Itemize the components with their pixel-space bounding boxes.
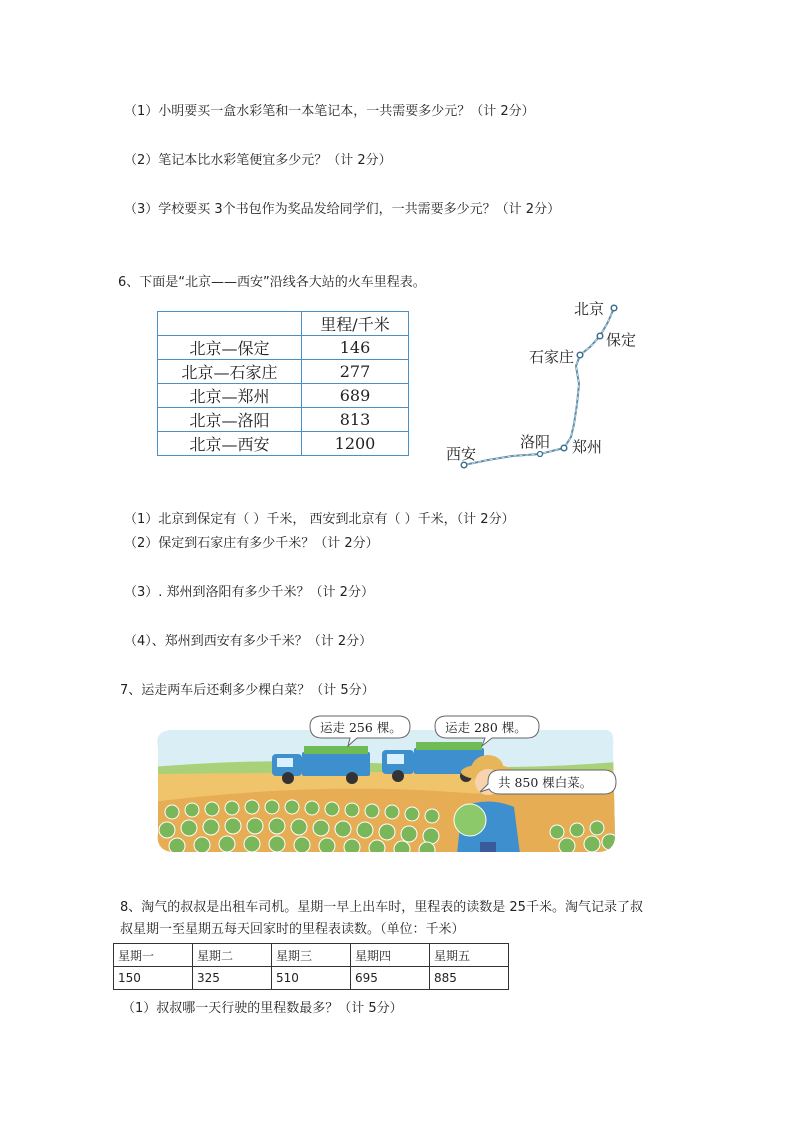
station-dot-xian: [461, 462, 467, 468]
table-row: [158, 408, 409, 432]
day-cell: 星期四: [351, 944, 430, 967]
q8-sub1: （1）叔叔哪一天行驶的里程数最多？（计 5分）: [122, 1001, 403, 1016]
label-shijiazhuang: 石家庄: [529, 348, 575, 366]
reading-cell: 510: [272, 967, 351, 990]
q7-question: 7、运走两车后还剩多少棵白菜？（计 5分）: [120, 683, 375, 698]
table-header-cell: 里程/千米: [302, 312, 409, 336]
station-dot-shijiazhuang: [577, 352, 583, 358]
table-row: [158, 360, 409, 384]
q5-sub3: （3）学校要买 3个书包作为奖品发给同学们，一共需要多少元？（计 2分）: [124, 202, 561, 217]
station-dot-luoyang: [538, 452, 543, 457]
table-row: [158, 336, 409, 360]
distance-cell: 689: [302, 384, 409, 408]
route-cell: 北京—石家庄: [158, 360, 302, 384]
distance-cell: 277: [302, 360, 409, 384]
day-cell: 星期三: [272, 944, 351, 967]
label-luoyang: 洛阳: [520, 433, 551, 451]
mileage-table: [157, 311, 409, 456]
q5-sub2: （2）笔记本比水彩笔便宜多少元？（计 2分）: [124, 153, 392, 168]
bubble-3-text: 共 850 棵白菜。: [498, 775, 593, 790]
odometer-table: [113, 943, 509, 990]
station-dot-beijing: [611, 305, 617, 311]
station-dot-baoding: [597, 333, 603, 339]
q8-line1: 8、淘气的叔叔是出租车司机。星期一早上出车时，里程表的读数是 25千米。淘气记录了叔: [120, 900, 643, 915]
label-xian: 西安: [446, 445, 477, 463]
table-row: [158, 432, 409, 456]
route-cell: 北京—保定: [158, 336, 302, 360]
distance-cell: 813: [302, 408, 409, 432]
table-header-cell: [158, 312, 302, 336]
bubble-2-text: 运走 280 棵。: [445, 720, 527, 735]
label-baoding: 保定: [606, 331, 637, 349]
label-zhengzhou: 郑州: [572, 438, 603, 456]
q6-sub1: （1）北京到保定有（ ）千米， 西安到北京有（ ）千米，（计 2分）: [124, 512, 515, 527]
reading-cell: 885: [430, 967, 509, 990]
q6-intro: 6、下面是“北京——西安”沿线各大站的火车里程表。: [118, 275, 426, 290]
q6-sub3: （3）. 郑州到洛阳有多少千米？（计 2分）: [124, 585, 374, 600]
day-cell: 星期五: [430, 944, 509, 967]
reading-cell: 150: [114, 967, 193, 990]
reading-cell: 695: [351, 967, 430, 990]
table-header-row: [114, 944, 509, 967]
q8-line2: 叔星期一至星期五每天回家时的里程表读数。（单位：千米）: [120, 922, 465, 937]
q6-sub4: （4）、郑州到西安有多少千米？（计 2分）: [124, 634, 373, 649]
distance-cell: 1200: [302, 432, 409, 456]
table-header-row: [158, 312, 409, 336]
route-cell: 北京—西安: [158, 432, 302, 456]
q6-sub2: （2）保定到石家庄有多少千米？（计 2分）: [124, 536, 379, 551]
route-cell: 北京—郑州: [158, 384, 302, 408]
station-dot-zhengzhou: [561, 445, 567, 451]
day-cell: 星期一: [114, 944, 193, 967]
distance-cell: 146: [302, 336, 409, 360]
table-row: [158, 384, 409, 408]
q5-sub1: （1）小明要买一盒水彩笔和一本笔记本，一共需要多少元？（计 2分）: [124, 104, 535, 119]
reading-cell: 325: [193, 967, 272, 990]
route-cell: 北京—洛阳: [158, 408, 302, 432]
cabbage-scene: [152, 712, 617, 854]
railway-map: [440, 292, 650, 477]
day-cell: 星期二: [193, 944, 272, 967]
table-row: [114, 967, 509, 990]
label-beijing: 北京: [574, 300, 605, 318]
bubble-3: [480, 770, 616, 794]
bubble-1-text: 运走 256 棵。: [320, 720, 402, 735]
